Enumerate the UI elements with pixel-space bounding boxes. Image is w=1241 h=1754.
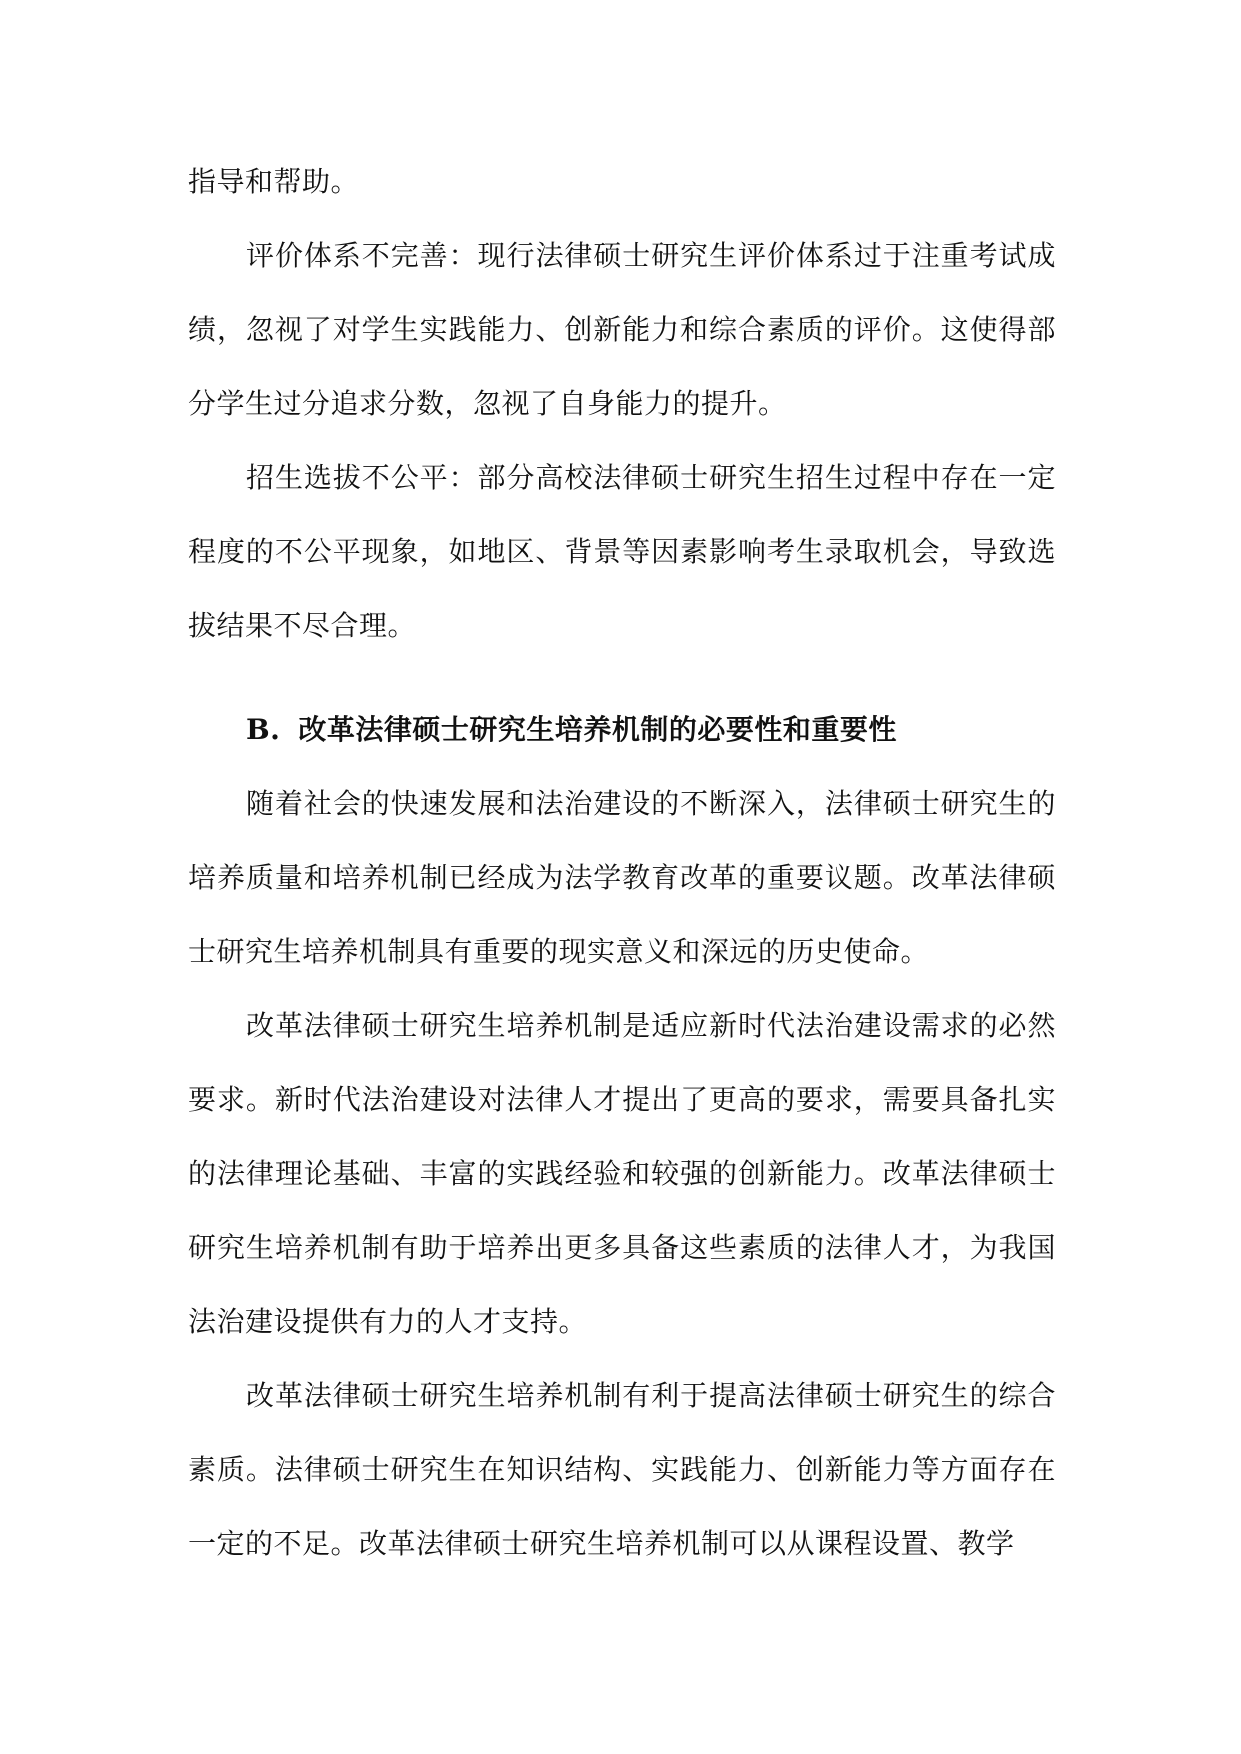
section-heading-marker: B.	[246, 713, 281, 746]
paragraph-continuation: 指导和帮助。	[188, 165, 360, 198]
section-heading	[188, 693, 1056, 767]
paragraph-background: 随着社会的快速发展和法治建设的不断深入，法律硕士研究生的培养质量和培养机制已经成为法学教育改革的重要议题。改革法律硕士研究生培养机制具有重要的现实意义和深远的历史使命。	[188, 787, 1056, 968]
paragraph-evaluation-system: 评价体系不完善：现行法律硕士研究生评价体系过于注重考试成绩，忽视了对学生实践能力、创新能力和综合素质的评价。这使得部分学生过分追求分数，忽视了自身能力的提升。	[188, 239, 1056, 420]
paragraph-comprehensive-quality: 改革法律硕士研究生培养机制有利于提高法律硕士研究生的综合素质。法律硕士研究生在知识结构、实践能力、创新能力等方面存在一定的不足。改革法律硕士研究生培养机制可以从课程设置、教学	[188, 1379, 1056, 1560]
document-body	[188, 145, 1056, 1581]
section-heading-title: 改革法律硕士研究生培养机制的必要性和重要性	[298, 713, 897, 746]
paragraph-new-era-needs: 改革法律硕士研究生培养机制是适应新时代法治建设需求的必然要求。新时代法治建设对法律人才提出了更高的要求，需要具备扎实的法律理论基础、丰富的实践经验和较强的创新能力。改革法律硕士研究生培养机制有助于培养出更多具备这些素质的法律人才，为我国法治建设提供有力的人才支持。	[188, 1009, 1056, 1338]
paragraph-admission-fairness: 招生选拔不公平：部分高校法律硕士研究生招生过程中存在一定程度的不公平现象，如地区、背景等因素影响考生录取机会，导致选拔结果不尽合理。	[188, 461, 1056, 642]
